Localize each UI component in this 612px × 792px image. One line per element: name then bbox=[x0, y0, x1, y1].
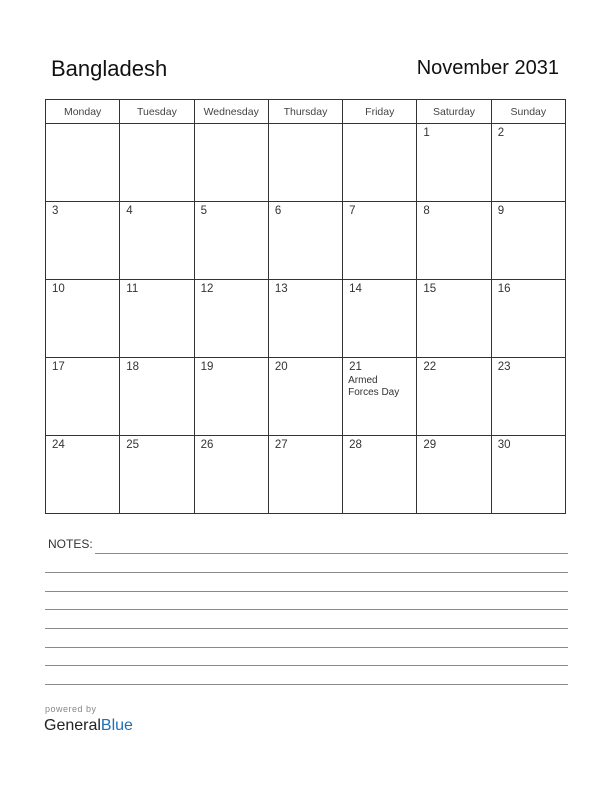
notes-line bbox=[45, 572, 568, 573]
day-cell bbox=[268, 202, 342, 280]
day-cell bbox=[343, 202, 417, 280]
day-number: 25 bbox=[126, 439, 140, 451]
day-cell bbox=[46, 280, 120, 358]
week-row bbox=[46, 436, 566, 514]
day-number: 22 bbox=[423, 361, 437, 373]
day-number bbox=[269, 124, 342, 127]
notes-line bbox=[45, 665, 568, 666]
day-cell bbox=[194, 124, 268, 202]
day-number: 28 bbox=[349, 439, 362, 451]
day-cell bbox=[343, 124, 417, 202]
brand-logo[interactable] bbox=[44, 717, 133, 735]
day-cell bbox=[120, 280, 194, 358]
day-number: 8 bbox=[423, 205, 430, 217]
day-number: 9 bbox=[497, 205, 505, 217]
day-cell bbox=[343, 280, 417, 358]
day-number: 12 bbox=[200, 283, 214, 295]
day-cell bbox=[194, 202, 268, 280]
day-number: 20 bbox=[274, 361, 288, 373]
day-number: 30 bbox=[497, 439, 511, 451]
day-number: 24 bbox=[52, 439, 65, 451]
weekday-header: Sunday bbox=[491, 100, 565, 124]
day-cell bbox=[120, 436, 194, 514]
notes-line bbox=[45, 684, 568, 685]
day-number bbox=[195, 124, 268, 127]
day-cell bbox=[417, 280, 491, 358]
notes-line bbox=[95, 553, 568, 554]
day-number: 23 bbox=[497, 361, 511, 373]
holiday-label: Armed Forces Day bbox=[348, 375, 400, 398]
day-cell bbox=[491, 202, 565, 280]
week-row bbox=[46, 280, 566, 358]
weekday-header: Friday bbox=[343, 100, 417, 124]
day-number: 1 bbox=[423, 127, 430, 139]
day-cell bbox=[120, 202, 194, 280]
notes-line bbox=[45, 647, 568, 648]
day-number bbox=[46, 124, 119, 127]
day-cell bbox=[46, 202, 120, 280]
day-cell bbox=[491, 124, 565, 202]
day-number: 2 bbox=[497, 127, 505, 139]
day-cell bbox=[46, 358, 120, 436]
day-number: 27 bbox=[274, 439, 288, 451]
day-cell bbox=[268, 436, 342, 514]
calendar-grid bbox=[45, 99, 566, 514]
day-cell bbox=[268, 124, 342, 202]
day-number: 21 bbox=[349, 361, 362, 373]
day-cell bbox=[417, 202, 491, 280]
day-cell bbox=[120, 124, 194, 202]
powered-by-text: powered by bbox=[45, 704, 97, 714]
weekday-header: Saturday bbox=[417, 100, 491, 124]
brand-name-part1: General bbox=[44, 717, 101, 734]
weekday-header: Monday bbox=[46, 100, 120, 124]
day-number: 14 bbox=[349, 283, 362, 295]
day-number: 11 bbox=[126, 283, 139, 295]
day-cell bbox=[268, 358, 342, 436]
day-cell bbox=[268, 280, 342, 358]
notes-line bbox=[45, 591, 568, 592]
country-title: Bangladesh bbox=[51, 56, 168, 81]
day-cell bbox=[491, 280, 565, 358]
month-year-title: November 2031 bbox=[416, 57, 559, 79]
weekday-header: Wednesday bbox=[194, 100, 268, 124]
weekday-header: Thursday bbox=[268, 100, 342, 124]
day-cell bbox=[194, 358, 268, 436]
day-number: 26 bbox=[200, 439, 214, 451]
day-number bbox=[343, 124, 416, 127]
day-cell bbox=[343, 436, 417, 514]
day-cell bbox=[120, 358, 194, 436]
weekday-header-row bbox=[46, 100, 566, 124]
day-cell bbox=[417, 124, 491, 202]
day-cell bbox=[194, 280, 268, 358]
day-number: 5 bbox=[200, 205, 207, 217]
weekday-header: Tuesday bbox=[120, 100, 194, 124]
day-cell bbox=[417, 358, 491, 436]
day-number: 16 bbox=[497, 283, 511, 295]
brand-name-part2: Blue bbox=[100, 717, 133, 734]
day-cell bbox=[46, 436, 120, 514]
day-cell bbox=[194, 436, 268, 514]
day-cell bbox=[491, 436, 565, 514]
day-number: 29 bbox=[423, 439, 437, 451]
day-number: 7 bbox=[349, 205, 356, 217]
day-number: 19 bbox=[200, 361, 214, 373]
notes-line bbox=[45, 628, 568, 629]
day-number: 3 bbox=[52, 205, 59, 217]
day-number: 4 bbox=[126, 205, 133, 217]
day-cell bbox=[417, 436, 491, 514]
day-cell bbox=[343, 358, 417, 436]
day-number: 13 bbox=[274, 283, 288, 295]
day-number: 18 bbox=[126, 361, 140, 373]
day-number: 6 bbox=[274, 205, 282, 217]
day-number bbox=[120, 124, 193, 127]
week-row bbox=[46, 124, 566, 202]
notes-label: NOTES: bbox=[48, 537, 93, 551]
week-row bbox=[46, 202, 566, 280]
week-row bbox=[46, 358, 566, 436]
day-number: 17 bbox=[52, 361, 65, 373]
notes-line bbox=[45, 609, 568, 610]
day-cell bbox=[491, 358, 565, 436]
day-number: 10 bbox=[52, 283, 65, 295]
day-cell bbox=[46, 124, 120, 202]
day-number: 15 bbox=[423, 283, 437, 295]
